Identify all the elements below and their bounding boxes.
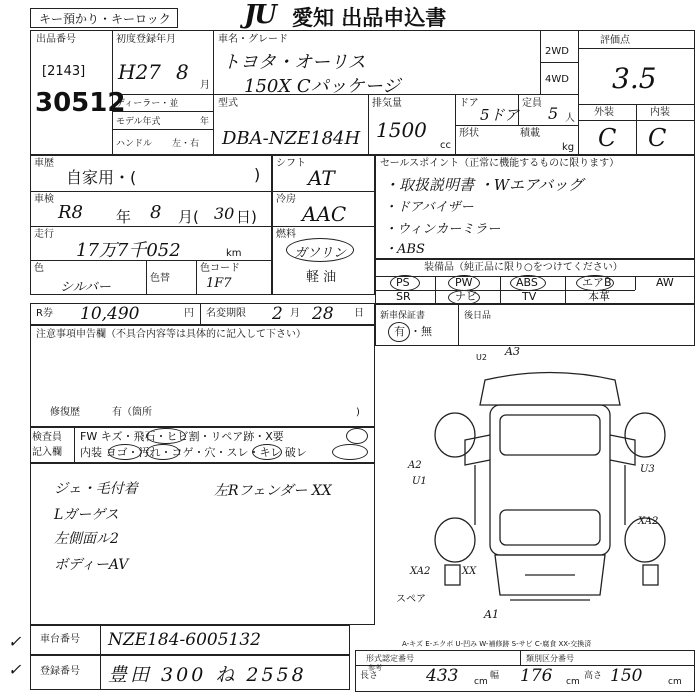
handnote-2: Lガーゲス — [54, 507, 119, 523]
history-value: 自家用・( — [66, 168, 137, 187]
lot-bracket: [2143] — [42, 64, 86, 79]
shaken-year-unit: 年 — [116, 208, 132, 226]
diag-mark-u3: U3 — [640, 464, 655, 475]
shaken-day: 30 — [214, 204, 235, 223]
lot-number: 30512 — [35, 88, 126, 118]
diag-mark-xa2-right: XA2 — [638, 516, 659, 527]
diag-spare: スペア — [396, 594, 426, 605]
handnote-right: 左Rフェンダー XX — [214, 483, 332, 499]
color-value: シルバー — [60, 280, 111, 295]
name-change-day: 28 — [312, 304, 334, 324]
circle-yogo — [108, 444, 142, 460]
repair-value: 有（箇所 — [112, 407, 152, 418]
equip-ps: PS — [396, 276, 410, 289]
equip-airbag: エアB — [582, 276, 612, 289]
ext-label: 外装 — [594, 107, 614, 118]
repair-label: 修復歴 — [50, 407, 80, 418]
class-label: 類別区分番号 — [526, 654, 574, 663]
length-label: 長さ — [360, 671, 379, 681]
capacity-unit: 人 — [565, 113, 575, 124]
sales-label: セールスポイント（正常に機能するものに限ります） — [380, 158, 620, 169]
chassis-value: NZE184-6005132 — [108, 630, 261, 650]
height-unit: cm — [668, 677, 682, 687]
equip-leather: 本革 — [588, 290, 610, 303]
circle-sure — [252, 444, 282, 460]
car-name: トヨタ・オーリス — [222, 52, 366, 73]
circle-yogore — [146, 444, 180, 460]
car-side-left — [465, 435, 490, 465]
diag-mark-a2: A2 — [408, 460, 422, 471]
circle-chip — [146, 428, 186, 444]
recycle-label: R券 — [36, 308, 53, 319]
fuel-diesel: 軽 油 — [306, 270, 337, 285]
sales-point-1: ・取扱説明書 ・Wエアバッグ — [384, 176, 583, 194]
ac-value: AAC — [302, 202, 347, 226]
checkmark-icon-2: ✓ — [8, 660, 22, 679]
diag-mark-u1: U1 — [412, 476, 427, 487]
sales-point-3: ・ウィンカーミラー — [384, 222, 501, 237]
width-value: 176 — [520, 666, 553, 686]
color-code-label: 色コード — [200, 263, 240, 274]
reg-month-unit: 月 — [200, 80, 210, 91]
cert-label: 形式認定番号 — [366, 654, 414, 663]
handnote-3: 左側面ル2 — [54, 531, 119, 547]
car-label: 車名・グレード — [218, 34, 288, 45]
equip-pw: PW — [455, 276, 473, 289]
inspector-label-1: 検査員 — [32, 432, 62, 443]
circle-pw — [448, 275, 480, 291]
notes-body — [30, 463, 375, 625]
name-change-month: 2 — [272, 304, 283, 324]
shaken-era: R8 — [58, 202, 84, 223]
name-change-day-unit: 日 — [354, 308, 364, 319]
diag-mark-xa2-left: XA2 — [410, 566, 431, 577]
ext-grade: C — [598, 124, 617, 152]
circle-airbag — [576, 275, 614, 291]
circle-book-yes — [388, 322, 410, 342]
doors-label: ドア — [459, 98, 479, 109]
int-grade: C — [648, 124, 667, 152]
inspector-row-2: 内装 ヨゴ・汚れ・コゲ・穴・スレ・キレ 破レ — [80, 446, 307, 459]
diag-legend: A-キズ E-エクボ U-凹み W-補修跡 S-サビ C-腐食 XX-交換済 — [402, 640, 592, 648]
circle-ps — [390, 275, 420, 291]
handle-value: 左・右 — [172, 139, 200, 149]
inspector-row-1: FW キズ・飛石・ヒビ割・リペア跡・X要 — [80, 430, 284, 443]
circle-navi — [448, 290, 480, 305]
load-label: 積載 — [520, 128, 540, 139]
lot-label: 出品番号 — [36, 34, 76, 45]
book-yes: 有 — [394, 325, 405, 338]
drive-2wd: 2WD — [545, 46, 569, 57]
shape-label: 形状 — [459, 128, 479, 139]
shaken-month: 8 — [150, 202, 162, 223]
ac-label: 冷房 — [276, 194, 296, 205]
sales-point-4: ・ABS — [384, 242, 425, 257]
sales-point-2: ・ドアバイザー — [384, 200, 474, 215]
equip-navi: ナビ — [455, 290, 477, 303]
circle-yabure — [332, 444, 368, 460]
drive-4wd: 4WD — [545, 74, 569, 85]
history-label: 車歴 — [34, 158, 54, 169]
equip-abs: ABS — [516, 276, 538, 289]
rear-label: 後日品 — [464, 311, 492, 321]
width-label: 幅 — [490, 671, 500, 681]
capacity-value: 5 — [548, 104, 559, 123]
recycle-unit: 円 — [184, 308, 194, 319]
fuel-label: 燃料 — [276, 229, 296, 240]
car-roof-front — [480, 373, 620, 406]
equip-sr: SR — [396, 290, 411, 303]
diag-mark-a3: A3 — [505, 345, 520, 358]
circle-x — [346, 428, 368, 444]
history-close: ) — [254, 165, 261, 184]
fuel-gasoline: ガソリン — [294, 246, 347, 261]
notes-label: 注意事項申告欄（不具合内容等は具体的に記入して下さい） — [36, 329, 306, 340]
equipment-label: 装備品（純正品に限り○をつけてください） — [424, 262, 623, 273]
plate-label: 登録番号 — [40, 666, 80, 677]
book-no: ・無 — [410, 325, 432, 338]
reg-year: H27 — [118, 60, 161, 84]
car-grade: 150X Cパッケージ — [244, 76, 401, 97]
color-code: 1F7 — [206, 276, 232, 291]
mileage-unit: km — [226, 248, 242, 259]
height-label: 高さ — [584, 671, 603, 681]
grade-score: 3.5 — [612, 62, 657, 95]
dealer-label: ディーラー・並 — [116, 99, 179, 109]
color-label: 色 — [34, 263, 44, 274]
model-value: DBA-NZE184H — [222, 128, 361, 149]
name-change-label: 名変期限 — [206, 308, 246, 319]
car-body — [490, 405, 610, 555]
chassis-label: 車台番号 — [40, 634, 80, 645]
length-value: 433 — [426, 666, 459, 686]
handnote-1: ジェ・毛付着 — [54, 481, 138, 497]
book-label: 新車保証書 — [380, 311, 426, 321]
inspector-label-2: 記入欄 — [32, 447, 62, 458]
height-value: 150 — [610, 666, 643, 686]
key-label: キー預かり・キーロック — [39, 12, 171, 26]
name-change-month-unit: 月 — [290, 308, 300, 319]
handnote-4: ボディーAV — [54, 557, 129, 573]
doors-value: 5ドア — [480, 106, 520, 124]
mileage-value: 17万7千052 — [76, 240, 181, 261]
form-title: 愛知 出品申込書 — [292, 6, 447, 30]
grade-label: 評価点 — [600, 35, 630, 46]
diag-mark-u2: U2 — [476, 353, 487, 362]
plate-value: 豊田 300 ね 2558 — [108, 664, 307, 686]
car-damage-diagram — [405, 345, 695, 635]
shaken-day-unit: 日) — [236, 208, 257, 226]
cert-ref: 参考 — [368, 664, 382, 672]
ju-logo: JU — [244, 0, 275, 30]
length-unit: cm — [474, 677, 488, 687]
diag-mark-xx: XX — [462, 566, 477, 577]
car-side-right — [610, 435, 635, 465]
reg-month: 8 — [176, 60, 189, 84]
model-label: 型式 — [218, 98, 238, 109]
equip-aw: AW — [656, 276, 674, 289]
diag-mark-a1: A1 — [484, 608, 499, 621]
displacement-label: 排気量 — [372, 98, 402, 109]
displacement-value: 1500 — [376, 118, 427, 142]
load-unit: kg — [562, 142, 575, 153]
checkmark-icon: ✓ — [8, 632, 22, 651]
shaken-label: 車検 — [34, 194, 54, 205]
int-label: 内装 — [650, 107, 670, 118]
displacement-unit: cc — [440, 140, 451, 151]
circle-abs — [510, 275, 546, 291]
recycle-value: 10,490 — [80, 304, 140, 324]
repair-close: ) — [356, 407, 360, 418]
model-year-label: モデル年式 — [116, 117, 161, 127]
equip-tv: TV — [522, 290, 537, 303]
width-unit: cm — [566, 677, 580, 687]
mileage-label: 走行 — [34, 229, 54, 240]
shift-value: AT — [308, 166, 335, 190]
shaken-month-unit: 月( — [178, 208, 199, 226]
handle-label: ハンドル — [116, 139, 153, 149]
model-year-unit: 年 — [200, 117, 210, 127]
reg-label: 初度登録年月 — [116, 34, 176, 45]
capacity-label: 定員 — [522, 98, 542, 109]
shift-label: シフト — [276, 158, 306, 169]
color-change-label: 色替 — [150, 273, 170, 284]
key-label-box — [30, 8, 178, 28]
